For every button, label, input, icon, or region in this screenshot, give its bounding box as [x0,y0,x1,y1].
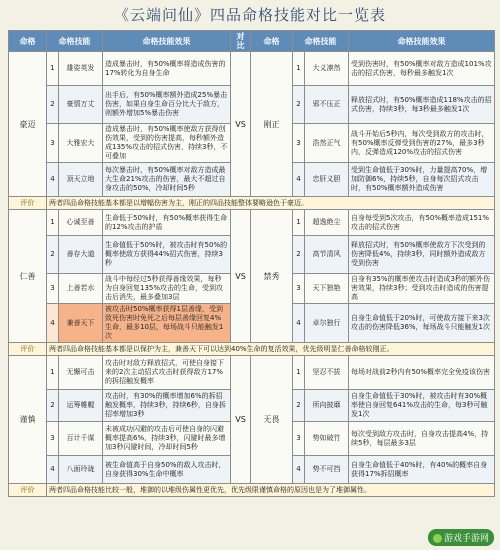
table-row [9,52,495,86]
skill-effect-left: 未被成功闪避的攻击后可使自身的闪避概率提高6%，持续3秒，闪避时最多增加3秒闪避时间，冷却时间5秒 [103,422,231,456]
skill-effect-right: 自身有35%的概率使攻击时造成3秒的额外伤害效果，持续3秒；受到攻击时造成的伤害提高 [349,274,495,304]
destiny-name-right: 禁秀 [251,210,293,343]
skill-number-right: 2 [293,390,305,422]
evaluation-row [9,197,495,210]
evaluation-text: 两者四品命格技能基本都是以增幅伤害为主，刚正的四品技能整体要略逊色于豪迈。 [47,197,495,210]
skill-effect-left: 攻击时，有30%的概率增加6%的拆招触发概率，持续3秒，持续6秒，自身拆招率增加3秒 [103,390,231,422]
skill-name-right: 邪不压正 [305,86,349,124]
skill-effect-right: 自身生命值低于40%时，有40%的概率自身获得17%拆招概率 [349,456,495,484]
skill-number-left: 2 [47,236,59,274]
skill-effect-left: 战斗中每经过5秒获得善缘效果，每秒为自身回复135%攻击的生命，受到攻击后消失，最多叠加3层 [103,274,231,304]
skill-effect-left: 被攻击时50%概率获得1层善缘，受到致死伤害时免死之后每层善缘回复4%生命，最多10层，每场战斗只能触发1次 [103,304,231,343]
evaluation-row [9,343,495,356]
skill-effect-left: 每次暴击时，有50%概率对敌方造成最大生命21%攻击的伤害，最大不超过自身攻击的50%，冷却时间5秒 [103,163,231,197]
skill-effect-right: 受到生命值低于30%时，力量提高70%，增加防御6%，持续5秒，自身每次招式攻击时，有50%概率额外造成伤害 [349,163,495,197]
skill-name-right: 坚忍不拔 [305,356,349,390]
table-row [9,356,495,390]
skill-name-left: 无懈可击 [59,356,103,390]
skill-effect-right: 自身生命值低于20%时，可使敌方接下来3次攻击的伤害降低36%，每场战斗只能触发1次 [349,304,495,343]
skill-name-left: 百计千谋 [59,422,103,456]
destiny-name-left: 仁善 [9,210,47,343]
skill-number-right: 2 [293,86,305,124]
table-row [9,210,495,236]
skill-name-left: 大雅宏大 [59,124,103,163]
skill-name-right: 忠肝义胆 [305,163,349,197]
skill-effect-right: 每次受到敌方攻击时，自身攻击提高4%，持续5秒，每层最多3层 [349,422,495,456]
evaluation-label: 评价 [9,343,47,356]
skill-name-left: 心诚至善 [59,210,103,236]
header-destiny-right: 命格 [251,31,293,52]
skill-number-right: 1 [293,210,305,236]
skill-name-left: 八面玲珑 [59,456,103,484]
skill-name-right: 势如破竹 [305,422,349,456]
header-destiny-left: 命格 [9,31,47,52]
skill-effect-right: 释放招式时，有50%概率造成118%攻击的招式伤害，持续3秒，每3秒最多触发1次 [349,86,495,124]
skill-number-left: 2 [47,390,59,422]
skill-effect-left: 造成暴击时，有50%概率使敌方获得创伤效果，受到的伤害提高，每秒额外造成135%攻击的招式伤害，持续3秒，不可叠加 [103,124,231,163]
skill-name-right: 卓尔独行 [305,304,349,343]
skill-number-right: 4 [293,163,305,197]
destiny-name-right: 刚正 [251,52,293,197]
evaluation-row [9,484,495,497]
skill-number-right: 1 [293,356,305,390]
header-effect-right: 命格技能效果 [349,31,495,52]
evaluation-label: 评价 [9,197,47,210]
skill-number-right: 4 [293,456,305,484]
skill-effect-left: 被生命值高于自身50%的敌人攻击时，自身获得30%生命中概率 [103,456,231,484]
logo-icon [433,534,442,543]
skill-number-right: 3 [293,422,305,456]
skill-name-right: 浩然正气 [305,124,349,163]
vs-label: VS [231,52,251,197]
skill-number-left: 4 [47,304,59,343]
skill-effect-left: 生命值低于50%时，被攻击时有50%的概率使敌方获得44%招式伤害，持续3秒 [103,236,231,274]
skill-name-left: 上善若水 [59,274,103,304]
skill-effect-right: 自身每受到5次攻击，有50%概率造成151%攻击的招式伤害 [349,210,495,236]
skill-name-right: 超逸绝尘 [305,210,349,236]
skill-name-left: 豪情万丈 [59,86,103,124]
header-vs: 对比 [231,31,251,52]
skill-number-left: 3 [47,422,59,456]
destiny-name-left: 谨慎 [9,356,47,484]
skill-number-left: 4 [47,163,59,197]
skill-number-right: 4 [293,304,305,343]
evaluation-text: 两者四品命格技能比较一般，堆御的以堆级伤属性更优先，优先级限谨慎命格的原因也是为了堆御属性。 [47,484,495,497]
skill-effect-left: 造成暴击时，有50%概率将造成伤害的17%转化为自身生命 [103,52,231,86]
skill-number-right: 3 [293,124,305,163]
skill-effect-right: 每场对战前2秒内有50%概率完全免疫该伤害 [349,356,495,390]
skill-name-left: 顶天立地 [59,163,103,197]
skill-number-left: 3 [47,274,59,304]
destiny-name-right: 无畏 [251,356,293,484]
skill-name-right: 天下独艳 [305,274,349,304]
evaluation-text: 两者四品命格技能基本都是以保护为主，兼善天下可以达到40%生命的复活效果，优先级明显仁善命格较刚正。 [47,343,495,356]
skill-effect-left: 生命低于50%时，有50%概率获得生命的12%攻击的护盾 [103,210,231,236]
header-skill-right: 命格技能 [293,31,349,52]
skill-number-left: 2 [47,86,59,124]
watermark-text: 游戏手游网 [443,534,489,544]
skill-name-right: 大义凛然 [305,52,349,86]
skill-name-right: 势不可挡 [305,456,349,484]
skill-number-right: 3 [293,274,305,304]
skill-name-right: 高节清风 [305,236,349,274]
skill-effect-right: 受到伤害时，有50%概率对敌方造成101%攻击的招式伤害，每秒最多触发1次 [349,52,495,86]
skill-name-right: 所向披靡 [305,390,349,422]
skill-number-left: 1 [47,356,59,390]
skill-effect-right: 自身生命值低于30%时，被攻击时有30%概率使自身回复641%攻击的生命，每3秒可触发1次 [349,390,495,422]
skill-number-left: 3 [47,124,59,163]
evaluation-label: 评价 [9,484,47,497]
comparison-table [8,30,495,497]
skill-number-right: 1 [293,52,305,86]
page-title: 《云端问仙》四品命格技能对比一览表 [113,6,386,24]
vs-label: VS [231,210,251,343]
skill-number-left: 1 [47,52,59,86]
skill-number-left: 4 [47,456,59,484]
skill-number-left: 1 [47,210,59,236]
header-effect-left: 命格技能效果 [103,31,231,52]
skill-number-right: 2 [293,236,305,274]
skill-effect-right: 释放招式时，有50%概率使敌方下次受到的伤害降低4%，持续3秒，同时额外造成敌方受到伤害 [349,236,495,274]
skill-effect-left: 出手后，有50%概率额外造成25%暴击伤害，如果自身生命百分比大于敌方，则额外增加5%暴击伤害 [103,86,231,124]
skill-name-left: 雄姿英发 [59,52,103,86]
destiny-name-left: 豪迈 [9,52,47,197]
vs-label: VS [231,356,251,484]
skill-name-left: 兼善天下 [59,304,103,343]
skill-effect-right: 战斗开始后5秒内，每次受到敌方的攻击时，有50%概率反弹受到伤害的27%，最多3秒内，反弹造成120%攻击的招式伤害 [349,124,495,163]
header-skill-left: 命格技能 [47,31,103,52]
skill-effect-left: 攻击时对敌方释放招式，可使自身接下来的2次主动招式攻击时获得敌方17%的拆招触发概率 [103,356,231,390]
watermark-logo [428,529,494,546]
skill-name-left: 运筹帷幄 [59,390,103,422]
table-header [9,31,495,52]
skill-name-left: 善存大道 [59,236,103,274]
